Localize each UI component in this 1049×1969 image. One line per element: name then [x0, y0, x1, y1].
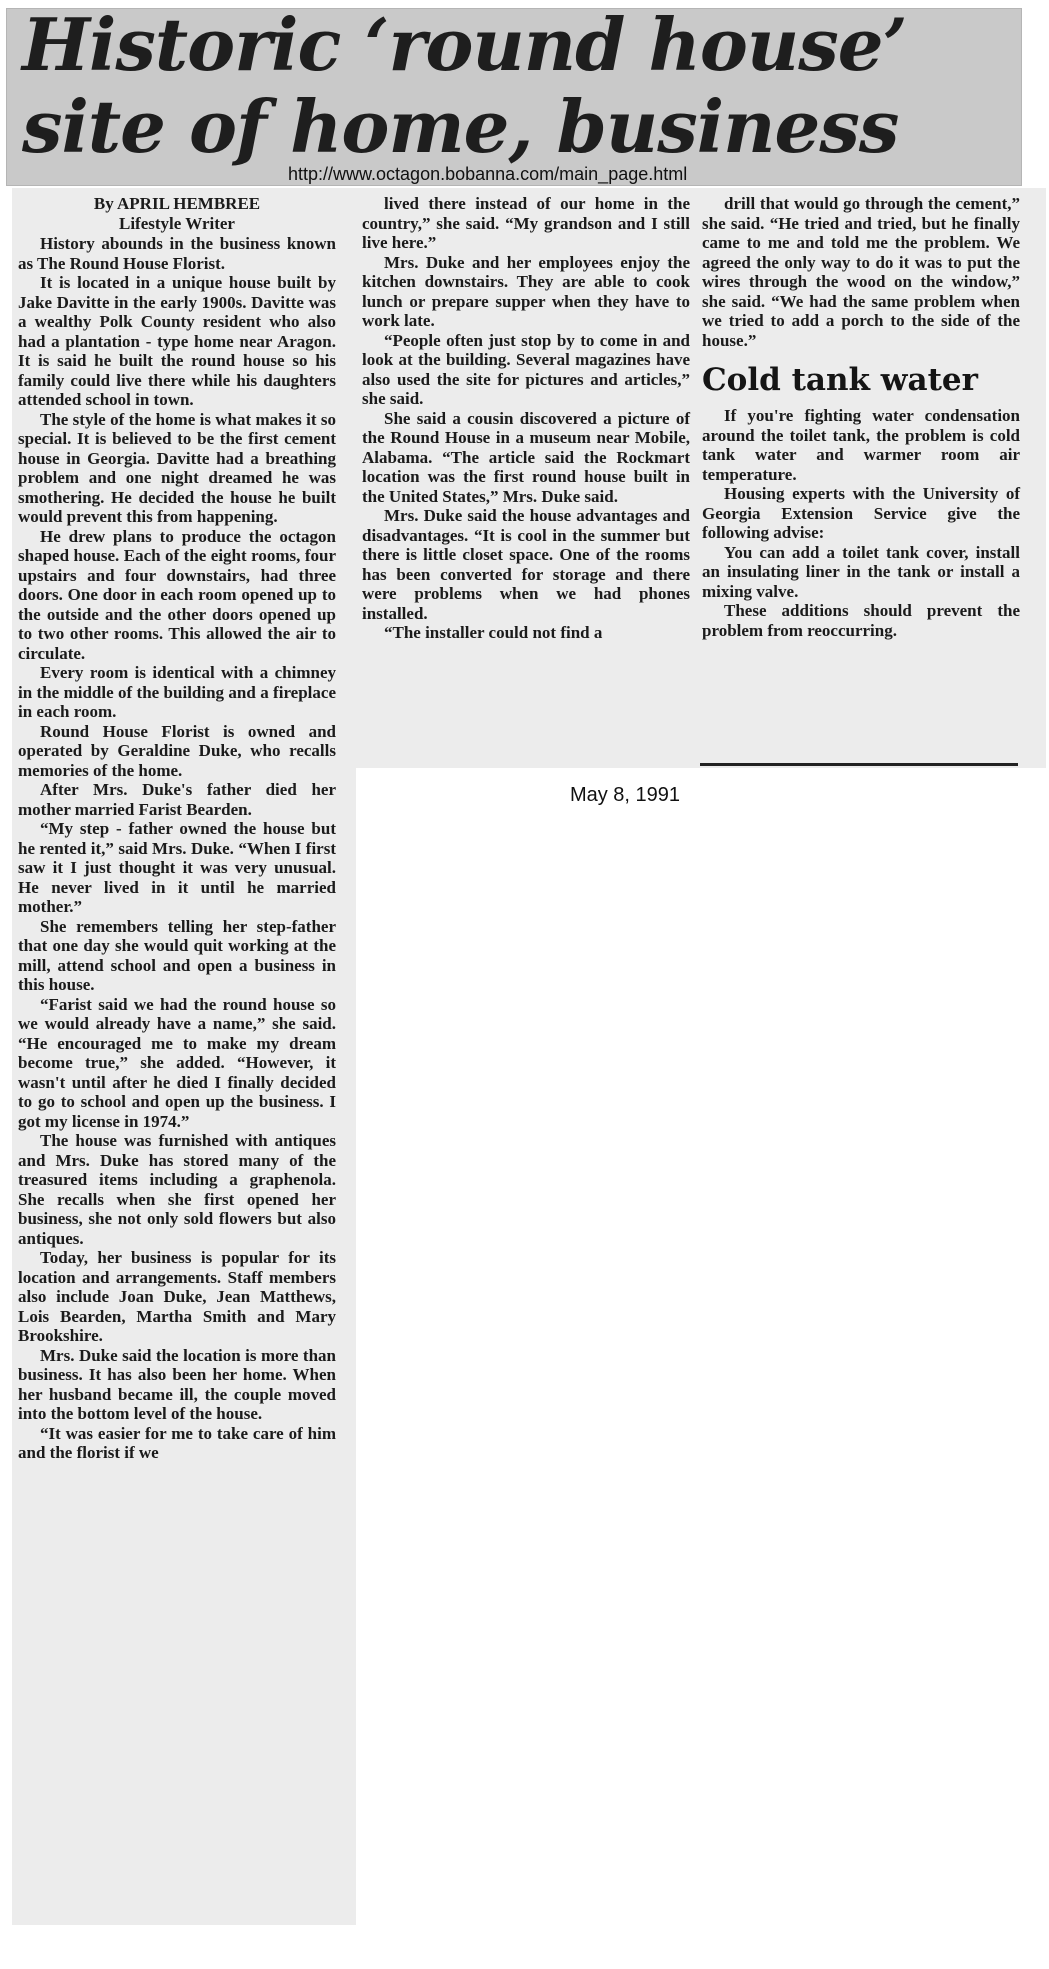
article-column-2	[362, 194, 690, 643]
paragraph: If you're fighting water condensation around the toilet tank, the problem is cold tank water and warmer room air temperature.	[702, 406, 1020, 484]
paragraph: drill that would go through the cement,” she said. “He tried and tried, but he finally came to me and told me the problem. We agreed the only way to do it was to put the wires through the wood on the window,” she said. “We had the same problem when we tried to add a porch to the side of the house.”	[702, 194, 1020, 350]
paragraph: Every room is identical with a chimney in the middle of the building and a fireplace in each room.	[18, 663, 336, 721]
paragraph: “My step - father owned the house but he rented it,” said Mrs. Duke. “When I first saw it I just thought it was very unusual. He never lived in it until he married mother.”	[18, 819, 336, 916]
paragraph: Round House Florist is owned and operated by Geraldine Duke, who recalls memories of the home.	[18, 721, 336, 780]
paragraph: The house was furnished with antiques and Mrs. Duke has stored many of the treasured items including a graphenola. She recalls when she first opened her business, she not only sold flowers but also antiques.	[18, 1131, 336, 1248]
paragraph: “The installer could not find a	[384, 623, 603, 642]
paragraph: Mrs. Duke and her employees enjoy the kitchen downstairs. They are able to cook lunch or prepare supper when they have to work late.	[362, 252, 690, 330]
column-2-body	[362, 194, 690, 643]
paragraph: Today, her business is popular for its location and arrangements. Staff members also include Joan Duke, Jean Matthews, Lois Bearden, Martha Smith and Mary Brookshire.	[18, 1248, 336, 1345]
column-1-body	[18, 234, 336, 1463]
paragraph: “People often just stop by to come in and look at the building. Several magazines have also used the site for pictures and articles,” she said.	[362, 330, 690, 408]
paragraph: She said a cousin discovered a picture of the Round House in a museum near Mobile, Alabama. “The article said the Rockmart location was the first round house built in the United States,” Mrs. Duke said.	[362, 408, 690, 506]
paragraph: lived there instead of our home in the country,” she said. “My grandson and I still live here.”	[362, 194, 690, 252]
paragraph: He drew plans to produce the octagon shaped house. Each of the eight rooms, four upstairs and four downstairs, had three doors. One door in each room opened up to the outside and the other doors opened up to two other rooms. This allowed the air to circulate.	[18, 526, 336, 663]
article-column-1	[18, 194, 336, 1463]
paragraph: “It was easier for me to take care of him and the florist if we	[18, 1423, 336, 1462]
paragraph: History abounds in the business known as The Round House Florist.	[18, 234, 336, 273]
paragraph: She remembers telling her step-father that one day she would quit working at the mill, attend school and open a business in this house.	[18, 916, 336, 994]
publication-date: May 8, 1991	[569, 784, 681, 806]
paragraph: “Farist said we had the round house so we would already have a name,” she said. “He encouraged me to make my dream become true,” she added. “However, it wasn't until after he died I finally decided to go to school and open up the business. I got my license in 1974.”	[18, 994, 336, 1131]
source-url: http://www.octagon.bobanna.com/main_page.html	[288, 164, 688, 184]
paragraph: You can add a toilet tank cover, install an insulating liner in the tank or install a mixing valve.	[702, 542, 1020, 601]
article-headline: Historic ‘round house’ site of home, business	[22, 2, 907, 169]
paragraph: Mrs. Duke said the location is more than business. It has also been her home. When her husband became ill, the couple moved into the bottom level of the house.	[18, 1345, 336, 1423]
byline-author: By APRIL HEMBREE	[93, 194, 261, 213]
column-3-body	[702, 194, 1020, 350]
byline	[18, 194, 336, 234]
paragraph: It is located in a unique house built by Jake Davitte in the early 1900s. Davitte was a wealthy Polk County resident who also had a plantation - type home near Aragon. It is said he built the round house so his family could live there while his daughters attended school in town.	[18, 273, 336, 409]
paragraph: The style of the home is what makes it so special. It is believed to be the first cement house in Georgia. Davitte had a breathing problem and one night dreamed he was smothering. He decided the house he built would prevent this from happening.	[18, 409, 336, 526]
byline-role: Lifestyle Writer	[119, 214, 235, 233]
column-end-rule	[700, 763, 1018, 766]
article-column-3	[702, 194, 1020, 640]
paragraph: These additions should prevent the problem from reoccurring.	[702, 601, 1020, 640]
paragraph: Mrs. Duke said the house advantages and disadvantages. “It is cool in the summer but there is little closet space. One of the rooms has been converted for storage and there were problems when we had phones installed.	[362, 506, 690, 623]
subhead-cold-tank-water: Cold tank water	[702, 362, 978, 398]
paragraph: Housing experts with the University of Georgia Extension Service give the following advise:	[702, 484, 1020, 542]
column-3-body-continued	[702, 406, 1020, 640]
paragraph: After Mrs. Duke's father died her mother married Farist Bearden.	[18, 780, 336, 819]
